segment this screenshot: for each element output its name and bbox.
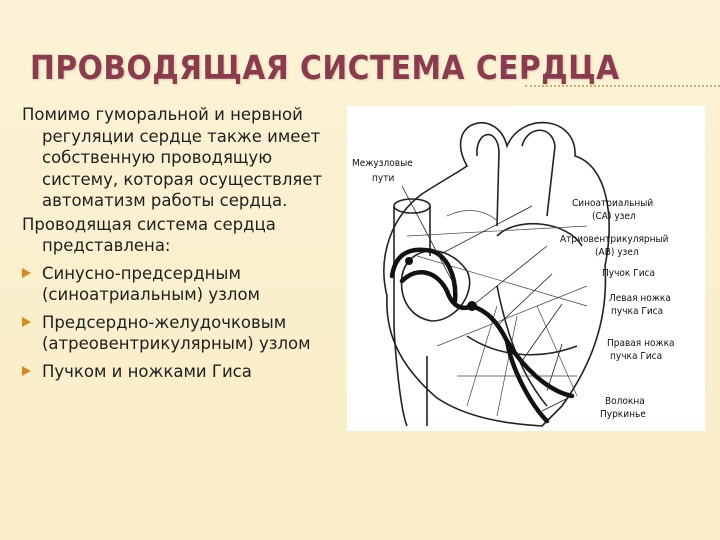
intro-paragraph: Помимо гуморальной и нервной регуляции сердце также имеет собственную проводящую систему, которая осуществляет автоматизм работы сердца. [22, 105, 323, 210]
bullet-item [22, 361, 347, 383]
heart-conduction-diagram [347, 106, 705, 431]
body-text [22, 104, 347, 384]
label-left-1: Левая ножка [609, 293, 671, 304]
bullet-arrow-icon [22, 366, 31, 376]
label-av-2: (АВ) узел [595, 247, 639, 258]
bullet-arrow-icon [22, 317, 31, 327]
title-divider [525, 85, 720, 87]
label-sa-1: Синоатриальный [572, 198, 654, 209]
vena-cava-top [394, 199, 430, 213]
label-purkinje-2: Пуркинье [600, 409, 646, 420]
bullet-item [22, 263, 347, 306]
label-av-1: Атриовентрикулярный [560, 234, 669, 245]
heart-illustration [347, 106, 705, 431]
label-sa-2: (СА) узел [592, 211, 636, 222]
bullet-arrow-icon [22, 268, 31, 278]
label-purkinje-1: Волокна [605, 396, 645, 407]
label-left-2: пучка Гиса [611, 306, 664, 317]
slide-title: ПРОВОДЯЩАЯ СИСТЕМА СЕРДЦА [30, 48, 620, 87]
aorta-vessel [477, 135, 499, 226]
label-right-2: пучка Гиса [610, 351, 663, 362]
internodal-pathway [402, 272, 472, 308]
bullet-text: Синусно-предсердным (синоатриальным) узлом [42, 263, 260, 304]
label-his: Пучок Гиса [602, 268, 655, 279]
sa-node [405, 257, 413, 265]
bullet-text: Предсердно-желудочковым (атреовентрикулярным) узлом [42, 312, 311, 353]
bullet-item [22, 312, 347, 355]
label-internodal-2: пути [372, 173, 395, 184]
lead-paragraph: Проводящая система сердца представлена: [22, 214, 276, 255]
label-internodal-1: Межузловые [352, 158, 413, 169]
his-bundle [472, 306, 507, 341]
bullet-text: Пучком и ножками Гиса [42, 361, 252, 381]
label-right-1: Правая ножка [607, 338, 675, 349]
